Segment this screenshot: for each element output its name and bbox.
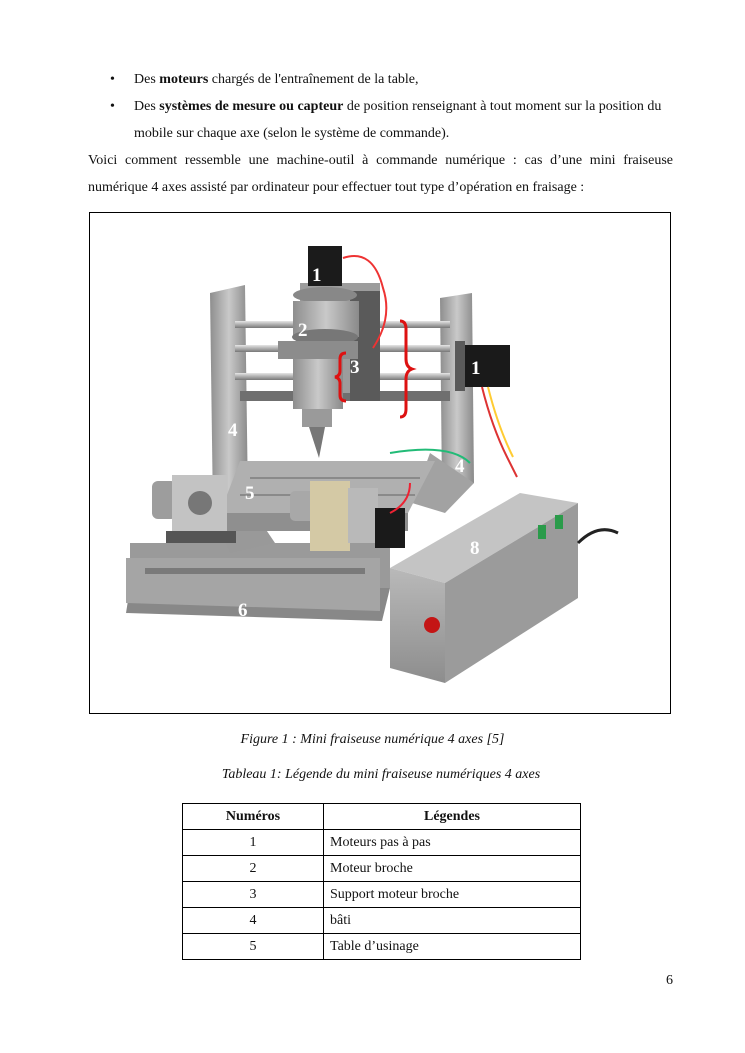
label-base: 6 — [238, 600, 248, 621]
table-caption: Tableau 1: Légende du mini fraiseuse numériques 4 axes — [221, 767, 541, 782]
table-header-row — [183, 804, 581, 830]
row-number: 3 — [183, 882, 324, 908]
spindle-carriage — [278, 246, 380, 458]
bullet-text: Des — [134, 99, 160, 114]
table-row — [183, 934, 581, 960]
bullet-text: Des — [134, 72, 160, 87]
figure-caption: Figure 1 : Mini fraiseuse numérique 4 axes [5] — [240, 732, 505, 747]
page-number: 6 — [666, 973, 673, 988]
legend-table — [182, 803, 581, 960]
table-row — [183, 830, 581, 856]
control-box — [390, 493, 618, 683]
bullet-list — [88, 66, 678, 147]
header-legendes: Légendes — [324, 804, 581, 830]
row-number: 4 — [183, 908, 324, 934]
label-worktable: 5 — [245, 483, 255, 504]
label-spindle-support: 3 — [350, 357, 360, 378]
table-row — [183, 908, 581, 934]
row-number: 2 — [183, 856, 324, 882]
bullet-item — [88, 66, 678, 93]
figure-frame — [89, 212, 671, 714]
label-tool: 7 — [303, 437, 313, 458]
label-motor-side: 1 — [471, 358, 481, 379]
header-numeros: Numéros — [183, 804, 324, 830]
label-spindle-motor: 2 — [298, 320, 308, 341]
row-legend: bâti — [324, 908, 581, 934]
label-control-box: 8 — [470, 538, 480, 559]
bullet-bold-text: moteurs — [159, 72, 209, 87]
row-legend: Moteurs pas à pas — [324, 830, 581, 856]
row-legend: Moteur broche — [324, 856, 581, 882]
cnc-machine-illustration — [90, 213, 670, 713]
intro-paragraph: Voici comment ressemble une machine-outil à commande numérique : cas d’une mini fraiseuse numérique 4 axes assisté par ordinateur pour effectuer tout type d’opération en fraisage : — [88, 153, 673, 195]
row-legend: Support moteur broche — [324, 882, 581, 908]
bullet-item — [88, 93, 678, 147]
bullet-bold-text: systèmes de mesure ou capteur — [159, 99, 344, 114]
row-number: 5 — [183, 934, 324, 960]
bullet-text: chargés de l'entraînement de la table, — [208, 72, 419, 87]
label-motor-top: 1 — [312, 265, 322, 286]
table-row — [183, 856, 581, 882]
label-frame-right: 4 — [455, 456, 465, 477]
table-row — [183, 882, 581, 908]
row-number: 1 — [183, 830, 324, 856]
row-legend: Table d’usinage — [324, 934, 581, 960]
label-z-axis: 9 — [418, 354, 428, 375]
rotary-axis — [152, 475, 236, 543]
machine-base — [126, 543, 390, 621]
bullet-text: de position renseignant à tout moment sur la position du mobile sur chaque axe (selon le système de commande). — [134, 99, 662, 141]
label-frame-left: 4 — [228, 420, 238, 441]
